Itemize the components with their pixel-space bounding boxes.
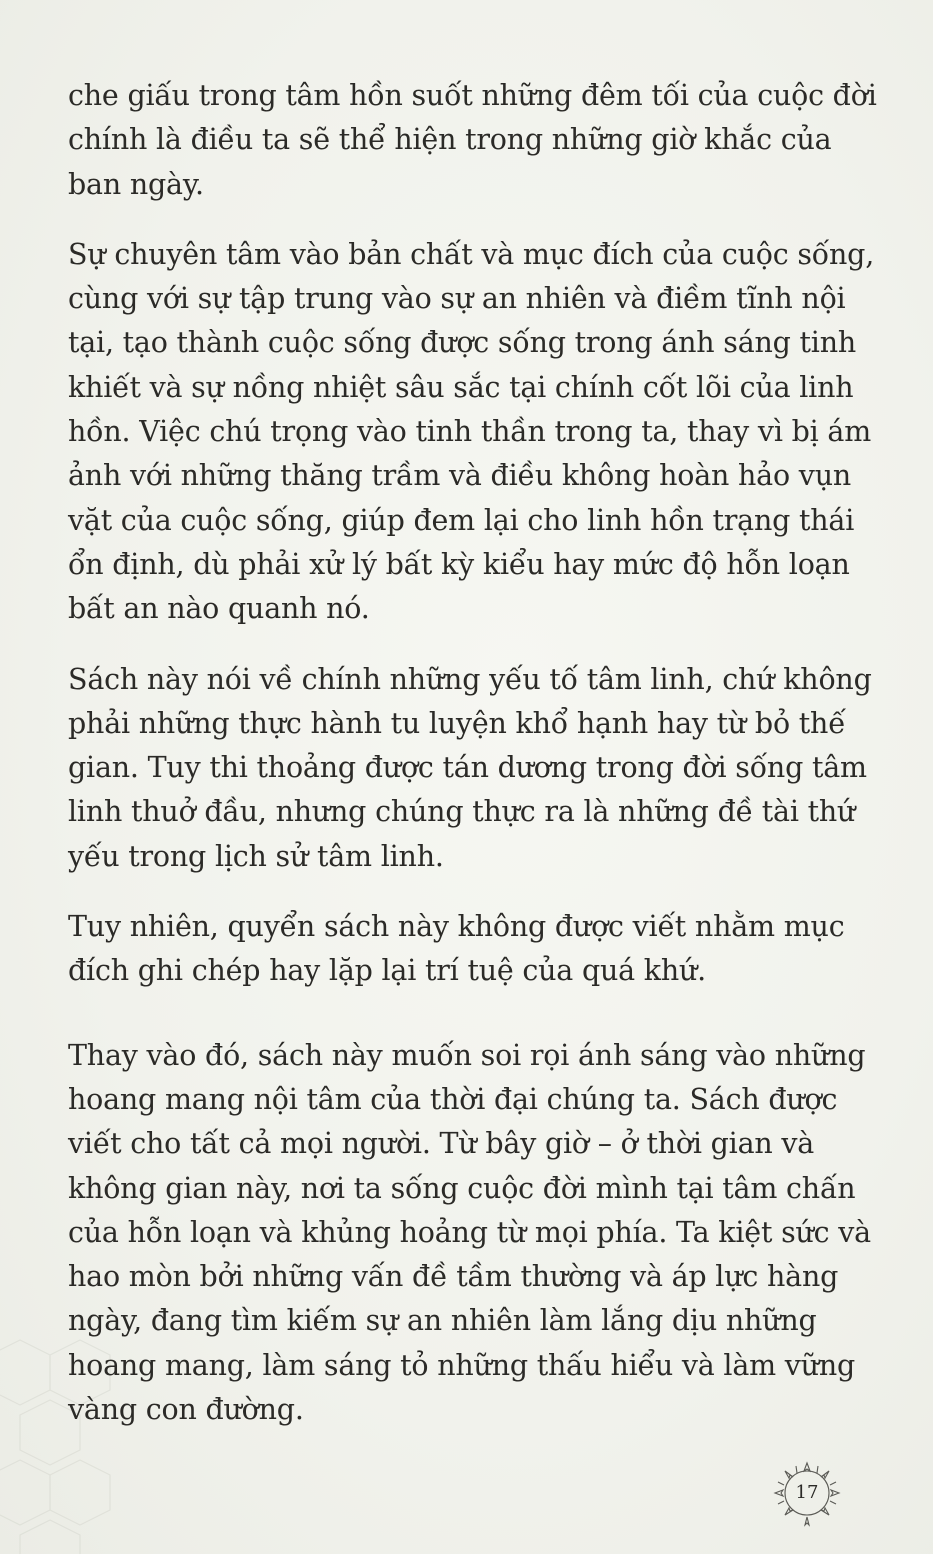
- text-line: hồn. Việc chú trọng vào tinh thần trong ta, thay vì bị ám: [68, 415, 872, 449]
- text-line: cùng với sự tập trung vào sự an nhiên và điềm tĩnh nội: [68, 282, 846, 316]
- text-line: viết cho tất cả mọi người. Từ bây giờ – ở thời gian và: [68, 1127, 815, 1161]
- text-line: ngày, đang tìm kiếm sự an nhiên làm lắng dịu những: [68, 1304, 817, 1338]
- text-line: hao mòn bởi những vấn đề tầm thường và áp lực hàng: [68, 1260, 839, 1294]
- text-line: bất an nào quanh nó.: [68, 592, 370, 626]
- text-line: của hỗn loạn và khủng hoảng từ mọi phía. Ta kiệt sức và: [68, 1215, 871, 1249]
- text-line: ban ngày.: [68, 167, 204, 201]
- text-line: không gian này, nơi ta sống cuộc đời mình tại tâm chấn: [68, 1171, 856, 1205]
- text-line: khiết và sự nồng nhiệt sâu sắc tại chính cốt lõi của linh: [68, 370, 854, 404]
- page-number: 17: [795, 1482, 819, 1503]
- body-text: [68, 74, 877, 1458]
- text-line: Sự chuyên tâm vào bản chất và mục đích của cuộc sống,: [68, 237, 875, 271]
- text-line: chính là điều ta sẽ thể hiện trong những giờ khắc của: [68, 123, 832, 157]
- text-line: Thay vào đó, sách này muốn soi rọi ánh sáng vào những: [68, 1038, 866, 1072]
- text-line: gian. Tuy thi thoảng được tán dương trong đời sống tâm: [68, 751, 867, 785]
- text-line: ổn định, dù phải xử lý bất kỳ kiểu hay mức độ hỗn loạn: [68, 547, 850, 581]
- text-line: vặt của cuộc sống, giúp đem lại cho linh hồn trạng thái: [68, 503, 855, 537]
- text-line: đích ghi chép hay lặp lại trí tuệ của quá khứ.: [68, 954, 707, 988]
- paragraph: [68, 905, 868, 994]
- text-line: hoang mang, làm sáng tỏ những thấu hiểu và làm vững: [68, 1348, 856, 1382]
- text-line: phải những thực hành tu luyện khổ hạnh hay từ bỏ thế: [68, 706, 846, 740]
- page-number-badge: [757, 1455, 857, 1554]
- text-line: ảnh với những thăng trầm và điều không hoàn hảo vụn: [68, 459, 851, 493]
- text-line: tại, tạo thành cuộc sống được sống trong ánh sáng tinh: [68, 326, 857, 360]
- text-line: Sách này nói về chính những yếu tố tâm linh, chứ không: [68, 662, 872, 696]
- paragraph: [68, 233, 875, 632]
- text-line: hoang mang nội tâm của thời đại chúng ta. Sách được: [68, 1082, 838, 1116]
- paragraph: [68, 74, 877, 207]
- text-line: Tuy nhiên, quyển sách này không được viết nhằm mục: [68, 910, 845, 944]
- text-line: yếu trong lịch sử tâm linh.: [68, 839, 444, 873]
- text-line: che giấu trong tâm hồn suốt những đêm tối của cuộc đời: [68, 79, 877, 112]
- paragraph: [68, 658, 872, 879]
- paragraph: [68, 1034, 871, 1433]
- text-line: linh thuở đầu, nhưng chúng thực ra là những đề tài thứ: [68, 795, 856, 829]
- text-line: vàng con đường.: [68, 1393, 304, 1427]
